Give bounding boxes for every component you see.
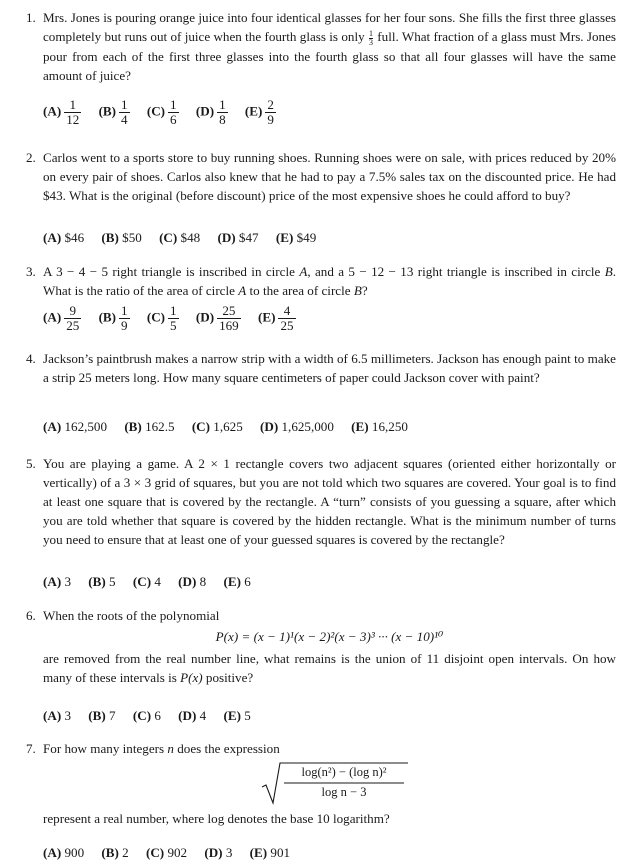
problem-4 <box>26 349 616 434</box>
radical-denominator: log n − 3 <box>321 785 367 799</box>
choice-b[interactable]: (B) 162.5 <box>124 418 175 434</box>
problem-text: represent a real number, where log denotes the base 10 logarithm? <box>43 811 390 826</box>
choice-c[interactable]: (C) 1,625 <box>191 418 243 434</box>
problem-2 <box>26 148 616 245</box>
choice-c[interactable]: (C) 902 <box>145 844 188 860</box>
problem-number: 2. <box>26 150 36 165</box>
answer-choices <box>43 415 422 436</box>
choice-d[interactable]: (D) $\frac{1}{8}$ <box>195 97 226 127</box>
problem-text: A 3 − 4 − 5 right triangle is inscribed in circle A, and a 5 − 12 − 13 right triangle is inscribed in circle B. What is the ratio of the area of circle A to the area of circle B? <box>43 264 616 298</box>
problem-number: 6. <box>26 608 36 623</box>
problem-number: 5. <box>26 456 36 471</box>
choice-e[interactable]: (E) 16,250 <box>351 418 408 434</box>
choice-a[interactable]: (A) $\frac{9}{25}$ <box>43 303 80 333</box>
choice-d[interactable]: (D) 8 <box>178 573 207 589</box>
problem-7 <box>26 739 616 860</box>
choice-e[interactable]: (E) 6 <box>223 573 251 589</box>
choice-a[interactable]: (A) 3 <box>43 707 72 723</box>
problem-number: 7. <box>26 741 36 756</box>
choice-e[interactable]: (E) 5 <box>223 707 251 723</box>
choice-c[interactable]: (C) 6 <box>132 707 161 723</box>
problem-3 <box>26 262 616 333</box>
problem-number: 1. <box>26 10 36 25</box>
problem-number: 3. <box>26 264 36 279</box>
problem-intro: When the roots of the polynomial <box>43 608 220 623</box>
choice-d[interactable]: (D) 1,625,000 <box>260 418 334 434</box>
problem-1 <box>26 8 616 127</box>
choice-b[interactable]: (B) 2 <box>101 844 129 860</box>
choice-b[interactable]: (B) $\frac{1}{9}$ <box>98 303 128 333</box>
choice-a[interactable]: (A) 162,500 <box>43 418 108 434</box>
problem-text: Jackson’s paintbrush makes a narrow strip with a width of 6.5 millimeters. Jackson has enough paint to make a strip 25 meters long. How many square centimeters of paper could Jackson cover with paint? <box>43 351 616 385</box>
choice-e[interactable]: (E) 901 <box>249 844 291 860</box>
answer-choices <box>43 226 330 247</box>
problem-intro: For how many integers n does the expression <box>43 741 280 756</box>
choice-b[interactable]: (B) $50 <box>101 229 142 245</box>
choice-e[interactable]: (E) $49 <box>275 229 317 245</box>
choice-a[interactable]: (A) $46 <box>43 229 85 245</box>
problem-5 <box>26 454 616 589</box>
choice-d[interactable]: (D) $47 <box>217 229 259 245</box>
inline-fraction: $\frac{1}{3}$ <box>368 28 373 47</box>
choice-d[interactable]: (D) 4 <box>178 707 207 723</box>
problem-number: 4. <box>26 351 36 366</box>
answer-choices <box>43 704 265 725</box>
answer-choices <box>43 98 290 127</box>
choice-a[interactable]: (A) 900 <box>43 844 85 860</box>
problem-text: Carlos went to a sports store to buy running shoes. Running shoes were on sale, with prices reduced by 20% on every pair of shoes. Carlos also knew that he had to pay a 7.5% sales tax on the discounted price. He had $43. What is the original (before discount) price of the most expensive shoes he could afford to buy? <box>43 150 616 203</box>
choice-b[interactable]: (B) 5 <box>88 573 116 589</box>
problem-text: You are playing a game. A 2 × 1 rectangle covers two adjacent squares (oriented either horizontally or vertically) of a 3 × 3 grid of squares, but you are not told which two squares are covered. Your goal is to find at least one square that is covered by the rectangle. A “turn” consists of you guessing a square, after which you are told whether that square is covered by the hidden rectangle. What is the minimum number of turns you need to ensure that at least one of your guessed squares is covered by the rectangle? <box>43 456 616 547</box>
answer-choices <box>43 841 304 862</box>
choice-c[interactable]: (C) 4 <box>132 573 161 589</box>
answer-choices <box>43 570 265 591</box>
problem-text: are removed from the real number line, what remains is the union of 11 disjoint open intervals. On how many of these intervals is P(x) positive? <box>43 651 616 685</box>
choice-c[interactable]: (C) $\frac{1}{6}$ <box>146 97 177 127</box>
radical-numerator: log(n²) − (log n)² <box>301 765 387 779</box>
choice-e[interactable]: (E) $\frac{4}{25}$ <box>257 303 294 333</box>
choice-a[interactable]: (A) $\frac{1}{12}$ <box>43 97 80 127</box>
problem-text: Mrs. Jones is pouring orange juice into four identical glasses for her four sons. She fills the first three glasses completely but runs out of juice when the fourth glass is only $\frac{1}{3}$ full. What fraction of a glass must Mrs. Jones pour from each of the first three glasses into the fourth glass so that all four glasses will have the same amount of juice? <box>43 10 616 83</box>
polynomial-formula: P(x) = (x − 1)¹(x − 2)²(x − 3)³ ··· (x − 10)¹⁰ <box>215 629 444 644</box>
choice-d[interactable]: (D) 3 <box>204 844 233 860</box>
answer-choices <box>43 304 310 333</box>
choice-b[interactable]: (B) 7 <box>88 707 116 723</box>
problem-6 <box>26 606 616 723</box>
choice-c[interactable]: (C) $\frac{1}{5}$ <box>146 303 177 333</box>
choice-c[interactable]: (C) $48 <box>159 229 201 245</box>
choice-a[interactable]: (A) 3 <box>43 573 72 589</box>
choice-b[interactable]: (B) $\frac{1}{4}$ <box>98 97 128 127</box>
choice-d[interactable]: (D) $\frac{25}{169}$ <box>195 303 239 333</box>
choice-e[interactable]: (E) $\frac{2}{9}$ <box>244 97 274 127</box>
